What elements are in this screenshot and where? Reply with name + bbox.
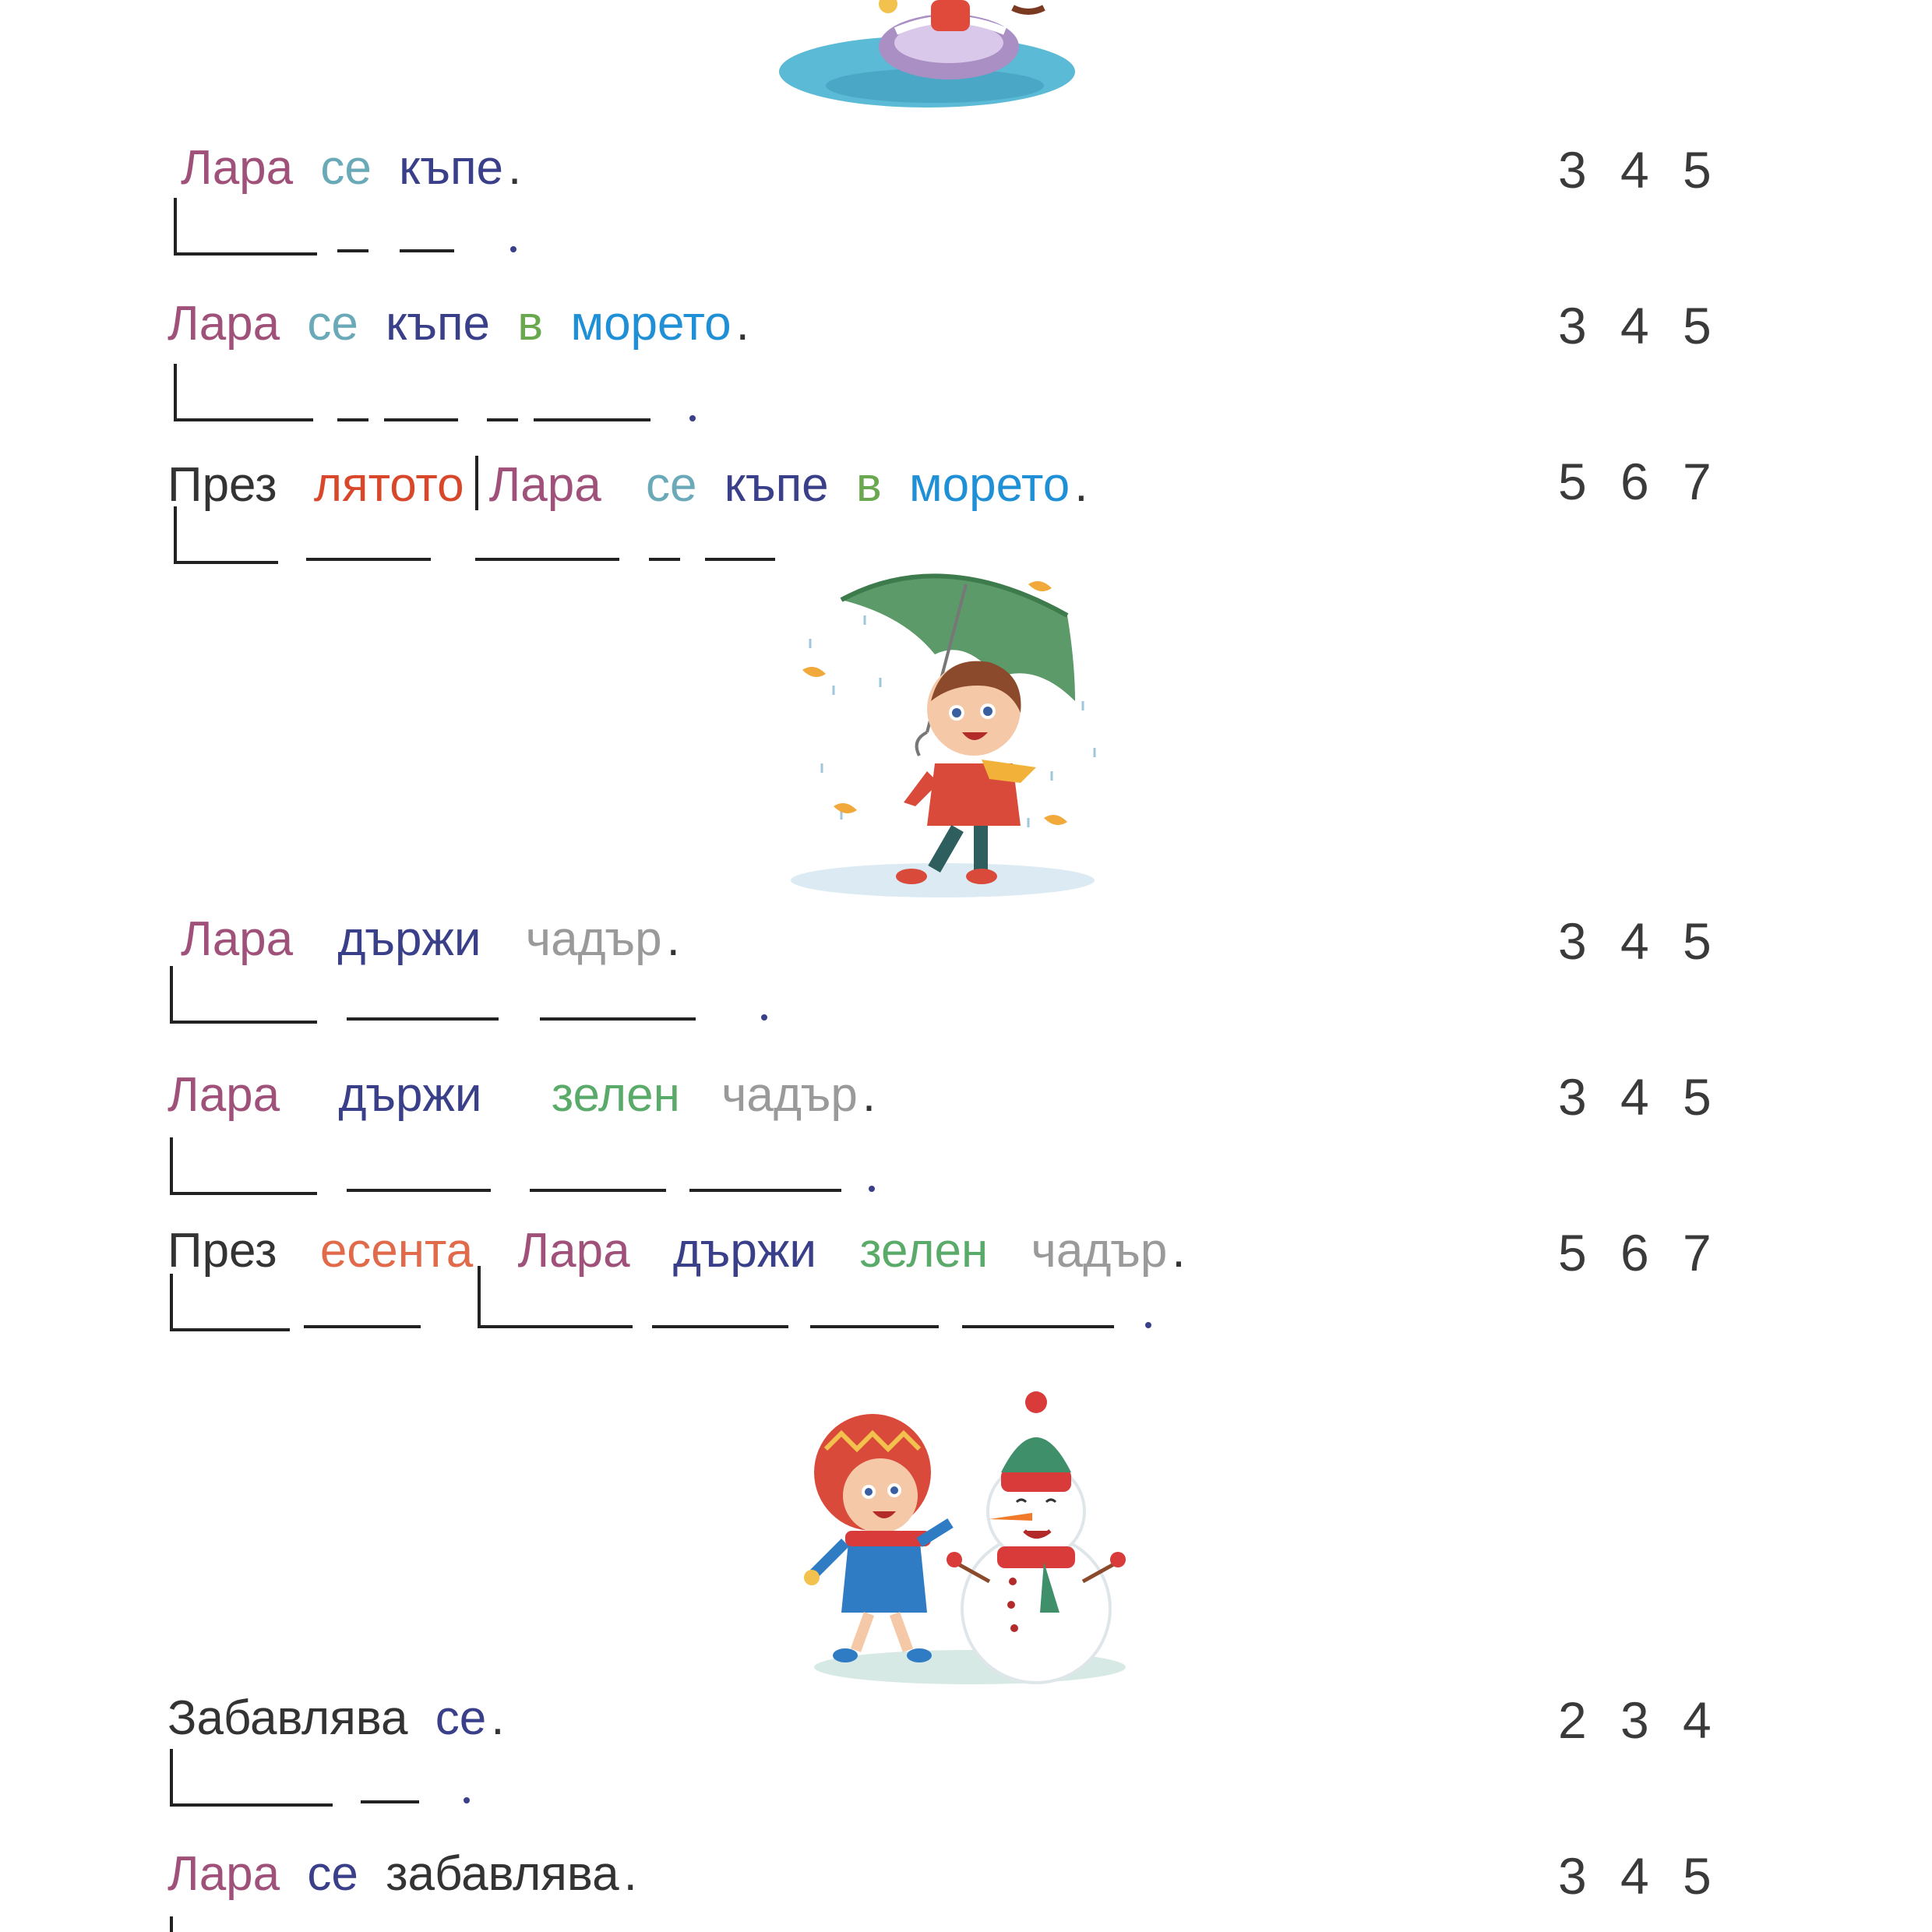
count-option[interactable]: 4 — [1620, 297, 1649, 354]
scheme-word-line — [478, 1266, 633, 1328]
word-count-options — [1558, 140, 1745, 199]
scheme-word-line — [306, 558, 431, 561]
scheme-word-line — [487, 418, 518, 421]
word: чадър — [1031, 1224, 1168, 1278]
count-option[interactable]: 5 — [1683, 1847, 1712, 1905]
word: Лара — [167, 297, 280, 351]
word: През — [167, 1224, 277, 1278]
word: се — [435, 1691, 487, 1745]
count-option[interactable]: 3 — [1558, 141, 1587, 199]
sentence-row-3 — [167, 456, 1088, 510]
scheme-period — [464, 1797, 470, 1803]
sentence-scheme — [167, 1274, 1180, 1344]
word: забавлява — [386, 1847, 619, 1901]
count-option[interactable]: 3 — [1558, 912, 1587, 970]
girl-snowman-illustration — [802, 1387, 1137, 1690]
count-option[interactable]: 4 — [1620, 1068, 1649, 1126]
scheme-word-line — [475, 558, 619, 561]
scheme-word-line — [170, 966, 317, 1024]
scheme-word-line — [400, 249, 454, 252]
word-count-options — [1558, 1067, 1745, 1126]
sentence-row-7 — [167, 1691, 505, 1745]
scheme-word-line — [170, 1137, 317, 1195]
sentence-end: . — [1172, 1224, 1186, 1278]
word: къпе — [399, 141, 504, 195]
count-option[interactable]: 6 — [1620, 453, 1649, 510]
word: къпе — [386, 297, 491, 351]
sentence-end: . — [862, 1068, 876, 1122]
word-count-options — [1558, 911, 1745, 971]
scheme-word-line — [174, 198, 317, 256]
scheme-word-line — [337, 249, 368, 252]
word: есента — [319, 1224, 474, 1278]
word: държи — [337, 912, 481, 966]
count-option[interactable]: 5 — [1683, 141, 1712, 199]
scheme-word-line — [649, 558, 680, 561]
word-count-options — [1558, 1690, 1745, 1750]
count-option[interactable]: 5 — [1683, 297, 1712, 354]
word: в — [855, 458, 882, 512]
scheme-word-line — [304, 1325, 421, 1328]
scheme-word-line — [962, 1325, 1114, 1328]
sentence-end: . — [1074, 458, 1088, 512]
word: държи — [672, 1224, 816, 1278]
sentence-end: . — [623, 1847, 637, 1901]
word: чадър — [525, 912, 662, 966]
scheme-period — [761, 1014, 767, 1021]
sentence-row-1 — [181, 141, 522, 195]
sentence-scheme — [167, 1749, 635, 1819]
scheme-word-line — [361, 1800, 419, 1803]
word: в — [517, 297, 544, 351]
scheme-word-line — [347, 1017, 499, 1021]
word: чадър — [721, 1068, 858, 1122]
count-option[interactable]: 4 — [1620, 912, 1649, 970]
scheme-word-line — [689, 1189, 841, 1192]
word: се — [645, 458, 697, 512]
word: морето — [570, 297, 732, 351]
sentence-row-4 — [181, 912, 680, 966]
clause-separator — [475, 456, 478, 510]
count-option[interactable]: 7 — [1683, 453, 1712, 510]
sentence-scheme — [167, 362, 791, 432]
sentence-scheme — [167, 1137, 869, 1208]
scheme-word-line — [540, 1017, 696, 1021]
count-option[interactable]: 5 — [1683, 1068, 1712, 1126]
word: Лара — [167, 1068, 280, 1122]
sentence-end: . — [735, 297, 749, 351]
scheme-word-line — [384, 418, 458, 421]
word-count-options — [1558, 452, 1745, 511]
sentence-end: . — [491, 1691, 505, 1745]
scheme-word-line — [174, 506, 278, 564]
scheme-word-line — [652, 1325, 788, 1328]
scheme-period — [869, 1186, 875, 1192]
word: се — [320, 141, 372, 195]
count-option[interactable]: 3 — [1558, 297, 1587, 354]
word: лятото — [313, 458, 464, 512]
word: се — [307, 297, 358, 351]
scheme-word-line — [810, 1325, 939, 1328]
scheme-period — [689, 415, 696, 421]
sentence-row-5 — [167, 1068, 876, 1122]
count-option[interactable]: 7 — [1683, 1224, 1712, 1282]
sentence-end: . — [666, 912, 680, 966]
scheme-word-line — [347, 1189, 491, 1192]
count-option[interactable]: 5 — [1558, 1224, 1587, 1282]
scheme-word-line — [530, 1189, 666, 1192]
word: се — [307, 1847, 358, 1901]
word: зелен — [859, 1224, 989, 1278]
count-option[interactable]: 6 — [1620, 1224, 1649, 1282]
count-option[interactable]: 3 — [1558, 1068, 1587, 1126]
count-option[interactable]: 4 — [1683, 1691, 1712, 1749]
count-option[interactable]: 5 — [1683, 912, 1712, 970]
scheme-period — [510, 246, 516, 252]
sentence-scheme — [167, 966, 791, 1036]
count-option[interactable]: 3 — [1558, 1847, 1587, 1905]
word-count-options — [1558, 1223, 1745, 1282]
count-option[interactable]: 4 — [1620, 1847, 1649, 1905]
sentence-end: . — [508, 141, 522, 195]
word: Лара — [517, 1224, 630, 1278]
scheme-word-line — [534, 418, 650, 421]
word: Лара — [488, 458, 601, 512]
word: Лара — [181, 912, 294, 966]
sentence-scheme — [167, 505, 869, 575]
scheme-word-line — [170, 1749, 333, 1807]
scheme-period — [1145, 1322, 1151, 1328]
count-option[interactable]: 5 — [1558, 453, 1587, 510]
word: Забавлява — [167, 1691, 408, 1745]
word: държи — [338, 1068, 482, 1122]
word-count-options — [1558, 1846, 1745, 1906]
count-option[interactable]: 3 — [1620, 1691, 1649, 1749]
word: През — [167, 458, 277, 512]
sentence-scheme — [167, 1916, 245, 1932]
sentence-row-2 — [167, 297, 749, 351]
girl-umbrella-illustration — [787, 569, 1114, 904]
word: морето — [909, 458, 1070, 512]
word: къпе — [724, 458, 829, 512]
word: Лара — [181, 141, 294, 195]
sentence-row-6 — [167, 1224, 1186, 1278]
sentence-scheme — [167, 193, 635, 263]
scheme-word-line — [174, 364, 313, 421]
word: зелен — [551, 1068, 680, 1122]
word: Лара — [167, 1847, 280, 1901]
scheme-word-line — [337, 418, 368, 421]
count-option[interactable]: 4 — [1620, 141, 1649, 199]
word-count-options — [1558, 296, 1745, 355]
scheme-word-line — [705, 558, 775, 561]
scheme-word-line — [170, 1916, 173, 1932]
scheme-word-line — [170, 1274, 290, 1331]
girl-swimming-illustration — [779, 0, 1091, 117]
sentence-row-8 — [167, 1847, 637, 1901]
count-option[interactable]: 2 — [1558, 1691, 1587, 1749]
